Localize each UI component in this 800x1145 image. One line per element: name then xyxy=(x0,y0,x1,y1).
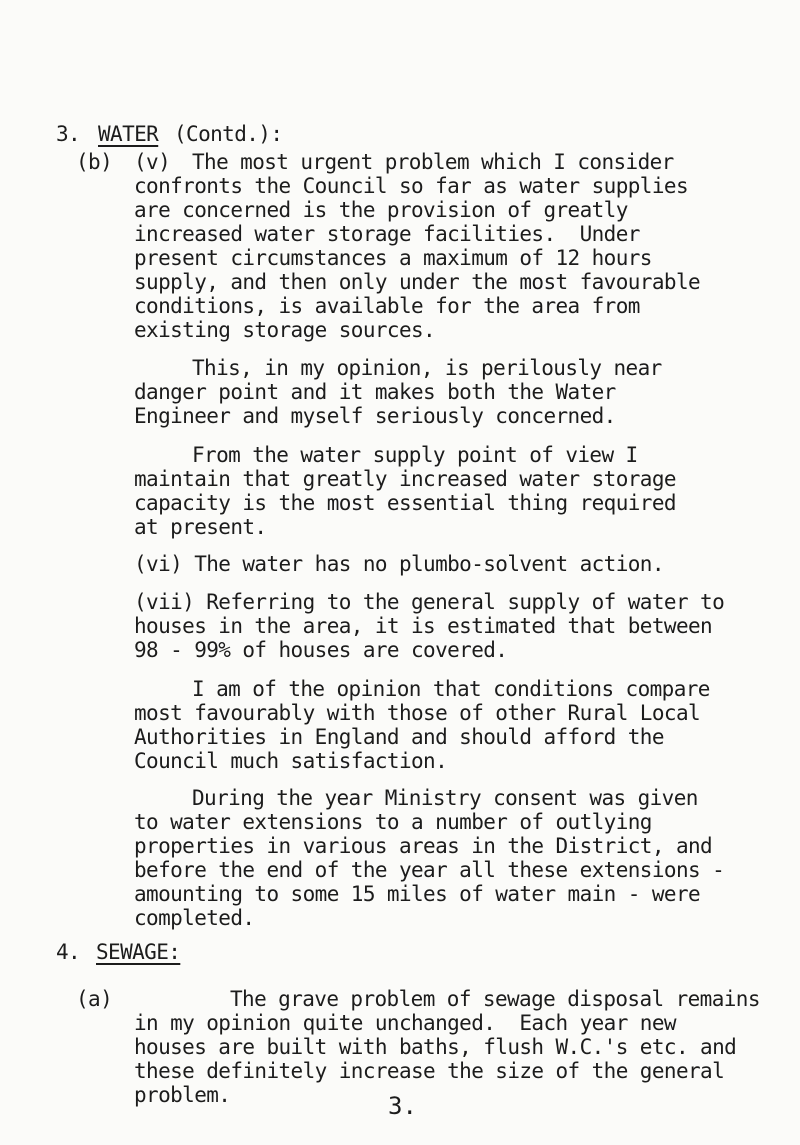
subsection-b-label: (b) xyxy=(76,150,113,174)
paragraph-line: amounting to some 15 miles of water main - were xyxy=(134,882,701,906)
item-v-line: existing storage sources. xyxy=(134,318,436,342)
item-v-line: confronts the Council so far as water supplies xyxy=(134,174,688,198)
paragraph-line: During the year Ministry consent was given xyxy=(192,786,698,810)
item-v-line: conditions, is available for the area from xyxy=(134,294,640,318)
subsection-a-line: these definitely increase the size of the general xyxy=(134,1059,725,1083)
item-v-line: present circumstances a maximum of 12 hours xyxy=(134,246,652,270)
subsection-a-line: houses are built with baths, flush W.C.'s etc. and xyxy=(134,1035,737,1059)
subsection-a-label: (a) xyxy=(76,987,113,1011)
section-3-heading-suffix: (Contd.): xyxy=(174,122,283,146)
section-3-heading: WATER xyxy=(98,122,159,146)
subsection-a-line: problem. xyxy=(134,1083,231,1107)
section-4-heading: SEWAGE: xyxy=(96,940,181,964)
paragraph-line: Engineer and myself seriously concerned. xyxy=(134,404,616,428)
section-4-number: 4. xyxy=(56,940,81,964)
page-number: 3. xyxy=(388,1092,417,1120)
item-vii-line: (vii) Referring to the general supply of water to xyxy=(134,590,725,614)
paragraph-line: to water extensions to a number of outlying xyxy=(134,810,652,834)
paragraph-line: Council much satisfaction. xyxy=(134,749,448,773)
paragraph-line: at present. xyxy=(134,515,267,539)
paragraph-line: From the water supply point of view I xyxy=(192,443,638,467)
paragraph-line: maintain that greatly increased water storage xyxy=(134,467,676,491)
paragraph-line: This, in my opinion, is perilously near xyxy=(192,356,662,380)
item-v-line: The most urgent problem which I consider xyxy=(192,150,674,174)
subsection-a-line: in my opinion quite unchanged. Each year new xyxy=(134,1011,676,1035)
paragraph-line: most favourably with those of other Rural Local xyxy=(134,701,701,725)
item-v-line: are concerned is the provision of greatly xyxy=(134,198,628,222)
item-vi-line: (vi) The water has no plumbo-solvent action. xyxy=(134,552,664,576)
paragraph-line: properties in various areas in the District, and xyxy=(134,834,713,858)
item-v-line: supply, and then only under the most favourable xyxy=(134,270,701,294)
item-vii-line: houses in the area, it is estimated that between xyxy=(134,614,713,638)
item-vii-line: 98 - 99% of houses are covered. xyxy=(134,638,508,662)
paragraph-line: danger point and it makes both the Water xyxy=(134,380,616,404)
paragraph-line: before the end of the year all these extensions - xyxy=(134,858,725,882)
paragraph-line: I am of the opinion that conditions compare xyxy=(192,677,710,701)
item-v-label: (v) xyxy=(134,150,171,174)
paragraph-line: capacity is the most essential thing required xyxy=(134,491,676,515)
section-3-number: 3. xyxy=(56,122,81,146)
paragraph-line: Authorities in England and should afford the xyxy=(134,725,664,749)
paragraph-line: completed. xyxy=(134,906,255,930)
item-v-line: increased water storage facilities. Under xyxy=(134,222,640,246)
subsection-a-line: The grave problem of sewage disposal remains xyxy=(230,987,760,1011)
